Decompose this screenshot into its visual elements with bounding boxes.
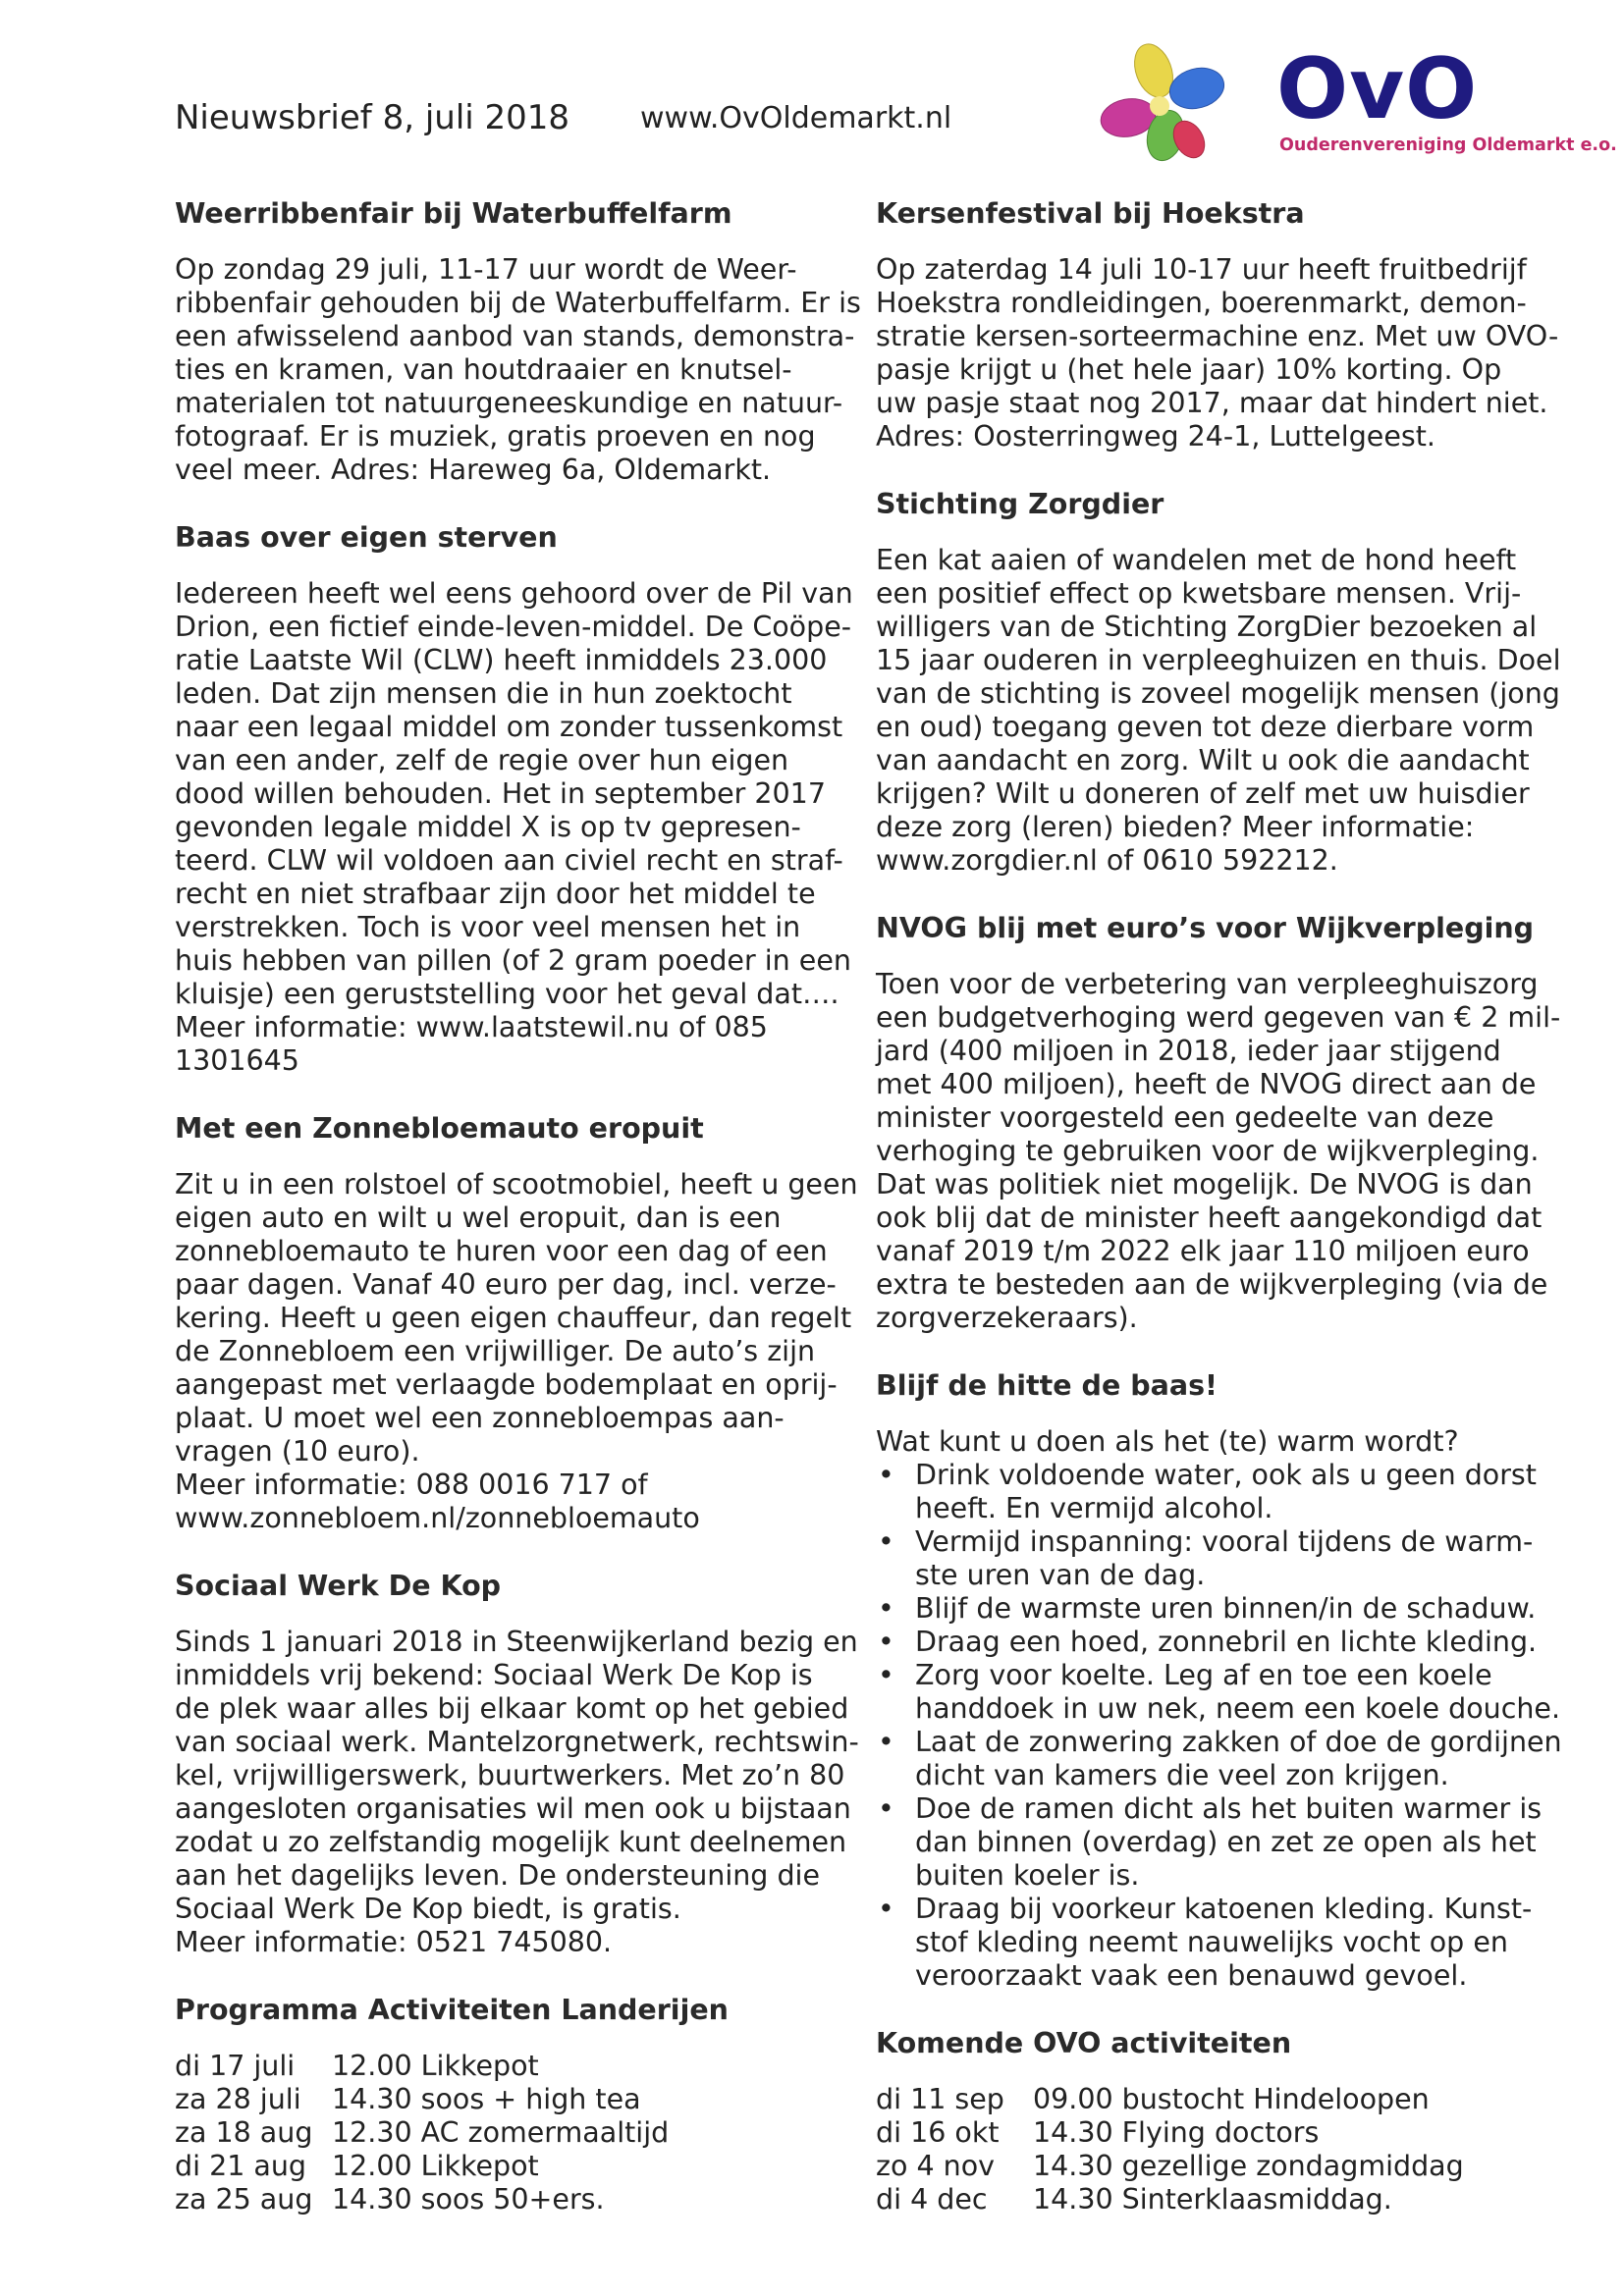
schedule-row <box>175 2050 669 2083</box>
schedule-komende <box>876 2024 1563 2216</box>
article-intro: Wat kunt u doen als het (te) warm wordt? <box>876 1425 1459 1458</box>
schedule-row <box>876 2150 1464 2183</box>
schedule-row <box>876 2083 1464 2116</box>
bullet-icon: • <box>878 1726 894 1758</box>
article-body: Zit u in een rolstoel of scootmobiel, heeft u geen eigen auto en wilt u wel eropuit, dan is een zonnebloemauto te huren voor een dag of een paar dagen. Vanaf 40 euro per dag, incl. verze- kering. Heeft u geen eigen chauffeur, dan regelt de Zonnebloem een vrijwilliger. De auto’s zijn aangepast met verlaagde bodemplaat en oprij- plaat. U moet wel een zonnebloempas aan- vragen (10 euro). Meer informatie: 088 0016 717 of www.zonnebloem.nl/zonnebloemauto <box>175 1168 858 1534</box>
list-item-text: Zorg voor koelte. Leg af en toe een koele handdoek in uw nek, neem een koele douche. <box>915 1659 1561 1725</box>
article-body: Een kat aaien of wandelen met de hond heeft een positief effect op kwetsbare mensen. Vrij- willigers van de Stichting ZorgDier bezoeken al 15 jaar ouderen in verpleeghuizen en thuis. Doel van de stichting is zoveel mogelijk mensen (jong en oud) toegang geven tot deze dierbare vorm van aandacht en zorg. Wilt u ook die aandacht krijgen? Wilt u doneren of zelf met uw huisdier deze zorg (leren) bieden? Meer informatie: www.zorgdier.nl of 0610 592212. <box>876 544 1561 877</box>
newsletter-title: Nieuwsbrief 8, juli 2018 <box>175 98 570 137</box>
bullet-icon: • <box>878 1525 894 1558</box>
article-heading: Met een Zonnebloemauto eropuit <box>175 1112 704 1145</box>
list-item-text: Draag een hoed, zonnebril en lichte kleding. <box>915 1626 1538 1658</box>
logo-wordmark: OvO <box>1276 40 1479 138</box>
list-item-text: Blijf de warmste uren binnen/in de schaduw. <box>915 1592 1537 1625</box>
bullet-icon: • <box>878 1792 894 1825</box>
schedule-row <box>175 2183 669 2216</box>
schedule-row <box>175 2116 669 2150</box>
article-heading: Baas over eigen sterven <box>175 521 558 554</box>
article-body: Sinds 1 januari 2018 in Steenwijkerland bezig en inmiddels vrij bekend: Sociaal Werk De Kop is de plek waar alles bij elkaar komt op het gebied van sociaal werk. Mantelzorgnetwerk, rechtswin- kel, vrijwilligerswerk, buurtwerkers. Met zo’n 80 aangesloten organisaties wil men ook u bijstaan zodat u zo zelfstandig mogelijk kunt deelnemen aan het dagelijks leven. De ondersteuning die Sociaal Werk De Kop biedt, is gratis. Meer informatie: 0521 745080. <box>175 1626 859 1958</box>
article-weerribbenfair <box>175 194 862 487</box>
bullet-icon: • <box>878 1893 894 1925</box>
schedule-table <box>876 2083 1464 2216</box>
schedule-row <box>876 2183 1464 2216</box>
list-item <box>876 1659 1563 1726</box>
schedule-activity: 12.00 Likkepot <box>332 2050 539 2082</box>
article-stichting-zorgdier <box>876 485 1563 878</box>
article-body: Op zondag 29 juli, 11-17 uur wordt de Weer- ribbenfair gehouden bij de Waterbuffelfarm. Er is een afwisselend aanbod van stands, demonstra- ties en kramen, van houtdraaier en knutsel- materialen tot natuurgeneeskundige en natuur- fotograaf. Er is muziek, gratis proeven en nog veel meer. Adres: Hareweg 6a, Oldemarkt. <box>175 253 861 486</box>
list-item <box>876 1592 1563 1626</box>
schedule-date: zo 4 nov <box>876 2150 996 2182</box>
list-item <box>876 1792 1563 1893</box>
bullet-icon: • <box>878 1592 894 1625</box>
logo-center <box>1150 96 1169 116</box>
flower-logo-icon <box>1095 37 1281 165</box>
schedule-activity: 14.30 soos + high tea <box>332 2083 641 2115</box>
article-body: Toen voor de verbetering van verpleeghuiszorg een budgetverhoging werd gegeven van € 2 mil- jard (400 miljoen in 2018, ieder jaar stijgend met 400 miljoen), heeft de NVOG direct aan de minister voorgesteld een gedeelte van deze verhoging te gebruiken voor de wijkverpleging. Dat was politiek niet mogelijk. De NVOG is dan ook blij dat de minister heeft aangekondigd dat vanaf 2019 t/m 2022 elk jaar 110 miljoen euro extra te besteden aan de wijkverpleging (via de zorgverzekeraars). <box>876 968 1561 1334</box>
list-item <box>876 1893 1563 1993</box>
bullet-icon: • <box>878 1459 894 1491</box>
bullet-icon: • <box>878 1659 894 1691</box>
article-heading: NVOG blij met euro’s voor Wijkverpleging <box>876 912 1535 944</box>
logo-petal-blue <box>1165 62 1228 114</box>
article-nvog <box>876 909 1563 1335</box>
article-heading: Stichting Zorgdier <box>876 488 1164 520</box>
left-column <box>175 194 862 2248</box>
list-item-text: Laat de zonwering zakken of doe de gordijnen dicht van kamers die veel zon krijgen. <box>915 1726 1562 1791</box>
schedule-date: di 16 okt <box>876 2116 1000 2149</box>
list-item <box>876 1726 1563 1792</box>
schedule-landerijen <box>175 1991 862 2216</box>
schedule-date: di 21 aug <box>175 2150 307 2182</box>
article-zonnebloemauto <box>175 1109 862 1535</box>
article-hitte <box>876 1366 1563 1993</box>
article-heading: Blijf de hitte de baas! <box>876 1369 1218 1402</box>
schedule-date: za 25 aug <box>175 2183 313 2216</box>
schedule-date: di 17 juli <box>175 2050 296 2082</box>
schedule-activity: 12.30 AC zomermaaltijd <box>332 2116 670 2149</box>
right-column <box>876 194 1563 2248</box>
schedule-activity: 14.30 Sinterklaasmiddag. <box>1033 2183 1392 2216</box>
schedule-date: di 11 sep <box>876 2083 1004 2115</box>
tips-list <box>876 1459 1563 1993</box>
list-item <box>876 1459 1563 1525</box>
article-sociaal-werk <box>175 1567 862 1959</box>
schedule-row <box>175 2083 669 2116</box>
list-item <box>876 1525 1563 1592</box>
list-item-text: Doe de ramen dicht als het buiten warmer is dan binnen (overdag) en zet ze open als het buiten koeler is. <box>915 1792 1543 1892</box>
list-item-text: Draag bij voorkeur katoenen kleding. Kunst- stof kleding neemt nauwelijks vocht op en veroorzaakt vaak een benauwd gevoel. <box>915 1893 1533 1992</box>
schedule-heading: Programma Activiteiten Landerijen <box>175 1994 729 2026</box>
schedule-heading: Komende OVO activiteiten <box>876 2027 1292 2059</box>
bullet-icon: • <box>878 1626 894 1658</box>
schedule-activity: 14.30 gezellige zondagmiddag <box>1033 2150 1464 2182</box>
list-item <box>876 1626 1563 1659</box>
schedule-date: za 28 juli <box>175 2083 301 2115</box>
schedule-table <box>175 2050 669 2216</box>
schedule-activity: 12.00 Likkepot <box>332 2150 539 2182</box>
article-heading: Kersenfestival bij Hoekstra <box>876 197 1305 230</box>
schedule-activity: 14.30 soos 50+ers. <box>332 2183 605 2216</box>
schedule-activity: 14.30 Flying doctors <box>1033 2116 1320 2149</box>
schedule-date: di 4 dec <box>876 2183 988 2216</box>
list-item-text: Vermijd inspanning: vooral tijdens de warm- ste uren van de dag. <box>915 1525 1534 1591</box>
article-heading: Weerribbenfair bij Waterbuffelfarm <box>175 197 732 230</box>
article-body: Op zaterdag 14 juli 10-17 uur heeft fruitbedrijf Hoekstra rondleidingen, boerenmarkt, demon- stratie kersen-sorteermachine enz. Met uw OVO- pasje krijgt u (het hele jaar) 10% korting. Op uw pasje staat nog 2017, maar dat hindert niet. Adres: Oosterringweg 24-1, Luttelgeest. <box>876 253 1559 453</box>
logo-subtitle: Ouderenvereniging Oldemarkt e.o. <box>1279 135 1617 155</box>
schedule-activity: 09.00 bustocht Hindeloopen <box>1033 2083 1430 2115</box>
schedule-row <box>175 2150 669 2183</box>
website-url[interactable]: www.OvOldemarkt.nl <box>640 101 952 135</box>
article-kersenfestival <box>876 194 1563 454</box>
schedule-row <box>876 2116 1464 2150</box>
ovo-logo <box>1095 37 1617 165</box>
list-item-text: Drink voldoende water, ook als u geen dorst heeft. En vermijd alcohol. <box>915 1459 1537 1524</box>
article-heading: Sociaal Werk De Kop <box>175 1570 502 1602</box>
article-baas-over-eigen-sterven <box>175 518 862 1078</box>
schedule-date: za 18 aug <box>175 2116 313 2149</box>
article-body: Iedereen heeft wel eens gehoord over de Pil van Drion, een fictief einde-leven-middel. De Coöpe- ratie Laatste Wil (CLW) heeft inmiddels 23.000 leden. Dat zijn mensen die in hun zoektocht naar een legaal middel om zonder tussenkomst van een ander, zelf de regie over hun eigen dood willen behouden. Het in september 2017 gevonden legale middel X is op tv gepresen- teerd. CLW wil voldoen aan civiel recht en straf- recht en niet strafbaar zijn door het middel te verstrekken. Toch is voor veel mensen het in huis hebben van pillen (of 2 gram poeder in een kluisje) een geruststelling voor het geval dat…. Meer informatie: www.laatstewil.nu of 085 1301645 <box>175 577 853 1077</box>
